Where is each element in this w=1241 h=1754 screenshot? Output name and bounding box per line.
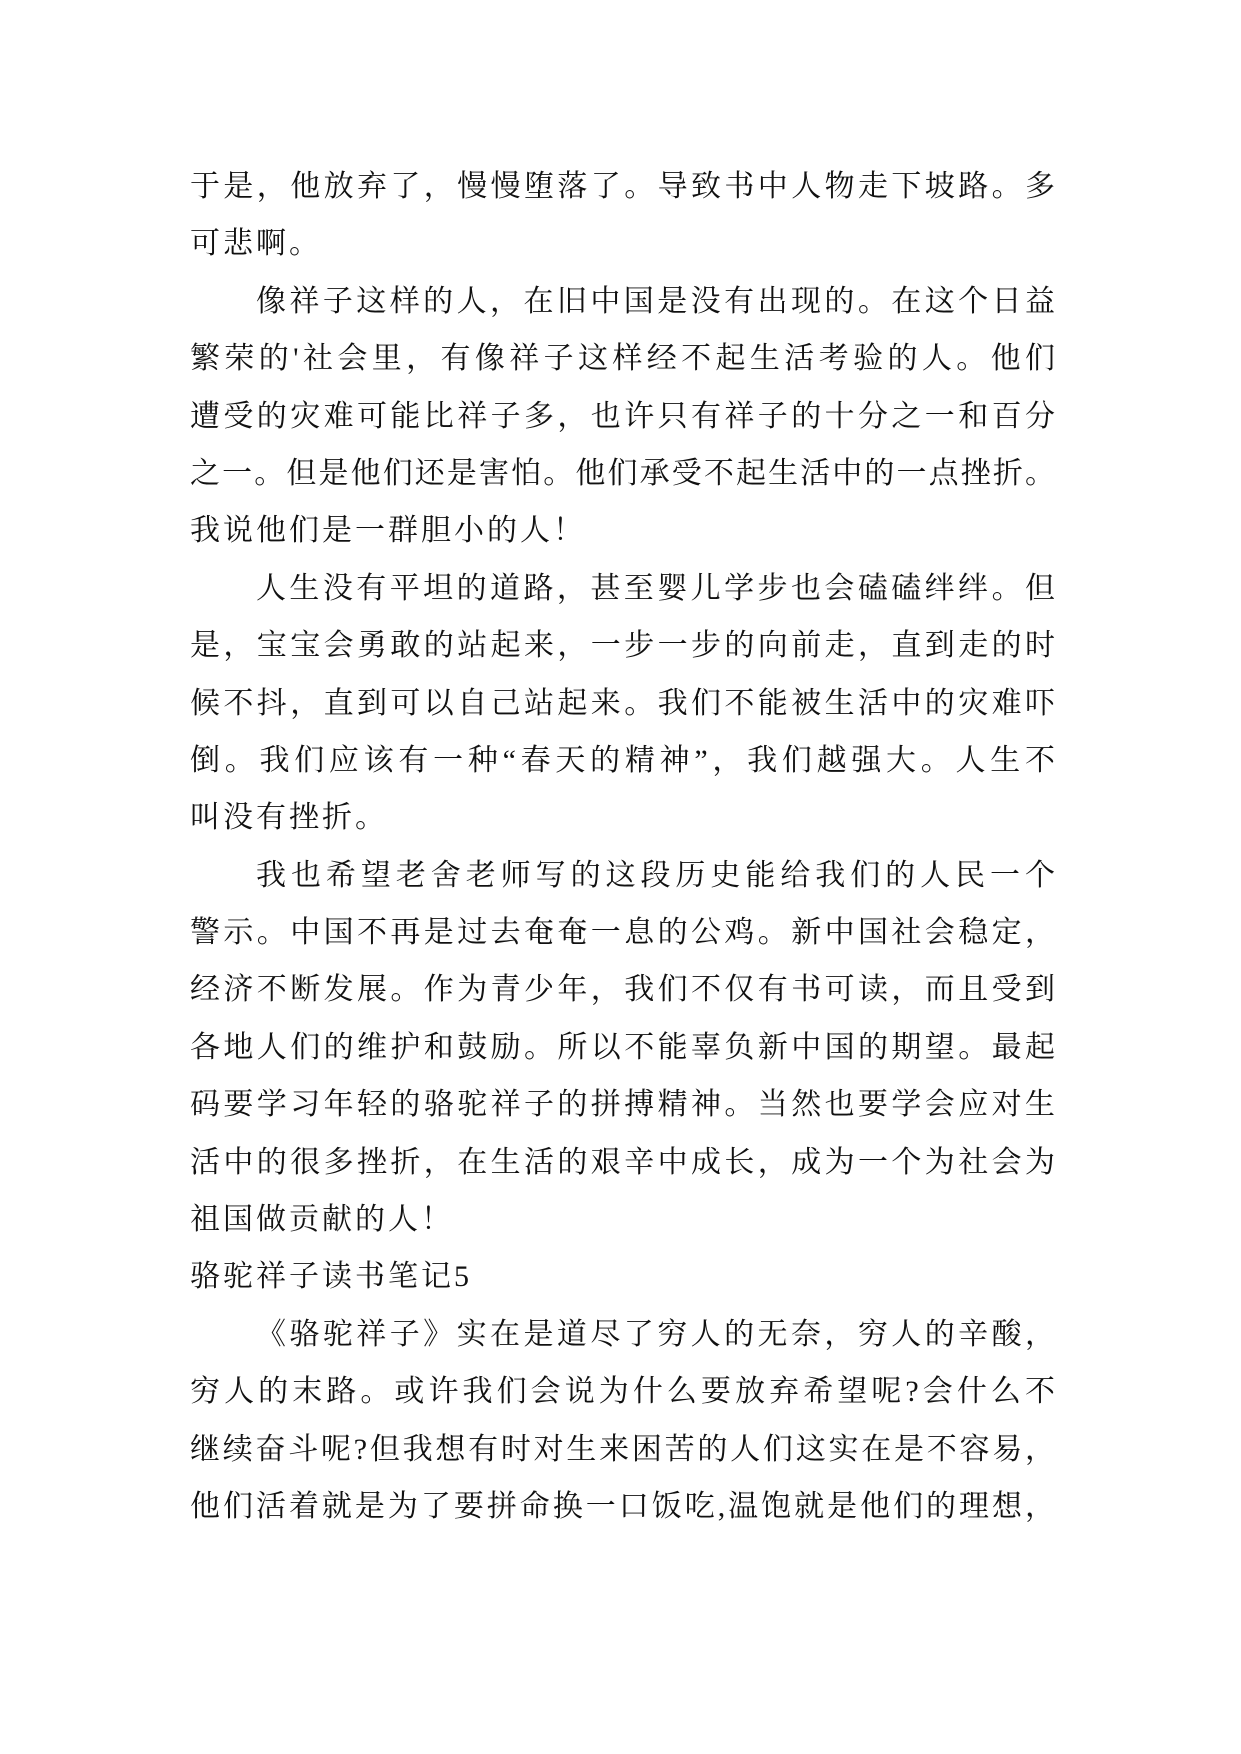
paragraph [190,273,1055,560]
paragraph-line: 穷人的末路。或许我们会说为什么要放弃希望呢?会什么不 [190,1375,1055,1409]
paragraph-line: 倒。我们应该有一种“春天的精神”，我们越强大。人生不 [190,743,1055,777]
paragraph-line: 我也希望老舍老师写的这段历史能给我们的人民一个 [256,858,1055,892]
paragraph-line: 人生没有平坦的道路，甚至婴儿学步也会磕磕绊绊。但 [256,571,1055,605]
paragraph-line: 叫没有挫折。 [190,801,388,835]
paragraph-line: 是，宝宝会勇敢的站起来，一步一步的向前走，直到走的时 [190,629,1055,663]
paragraph [190,560,1055,847]
paragraph-line: 继续奋斗呢?但我想有时对生来困苦的人们这实在是不容易， [190,1432,1055,1466]
paragraph-line: 各地人们的维护和鼓励。所以不能辜负新中国的期望。最起 [190,1030,1055,1064]
document-body [190,158,1055,1535]
section-heading: 骆驼祥子读书笔记5 [190,1260,472,1294]
paragraph-line: 遭受的灾难可能比祥子多，也许只有祥子的十分之一和百分 [190,399,1055,433]
paragraph-line: 可悲啊。 [190,227,322,261]
paragraph-line: 于是，他放弃了，慢慢堕落了。导致书中人物走下坡路。多 [190,170,1055,203]
paragraph [190,1306,1055,1536]
paragraph-line: 我说他们是一群胆小的人！ [190,514,586,548]
paragraph-line: 繁荣的'社会里，有像祥子这样经不起生活考验的人。他们 [190,342,1055,376]
paragraph-line: 活中的很多挫折，在生活的艰辛中成长，成为一个为社会为 [190,1145,1055,1179]
paragraph-line: 祖国做贡献的人！ [190,1203,454,1237]
paragraph-line: 经济不断发展。作为青少年，我们不仅有书可读，而且受到 [190,973,1055,1007]
paragraph-line: 码要学习年轻的骆驼祥子的拼搏精神。当然也要学会应对生 [190,1088,1055,1122]
paragraph [190,847,1055,1249]
paragraph-line: 候不抖，直到可以自己站起来。我们不能被生活中的灾难吓 [190,686,1055,720]
paragraph-line: 之一。但是他们还是害怕。他们承受不起生活中的一点挫折。 [190,456,1055,490]
paragraph-line: 警示。中国不再是过去奄奄一息的公鸡。新中国社会稳定， [190,916,1055,950]
paragraph-line: 《骆驼祥子》实在是道尽了穷人的无奈，穷人的辛酸， [256,1317,1055,1351]
paragraph-line: 他们活着就是为了要拼命换一口饭吃,温饱就是他们的理想， [190,1489,1055,1523]
paragraph-line: 像祥子这样的人，在旧中国是没有出现的。在这个日益 [256,284,1055,318]
paragraph [190,158,1055,273]
